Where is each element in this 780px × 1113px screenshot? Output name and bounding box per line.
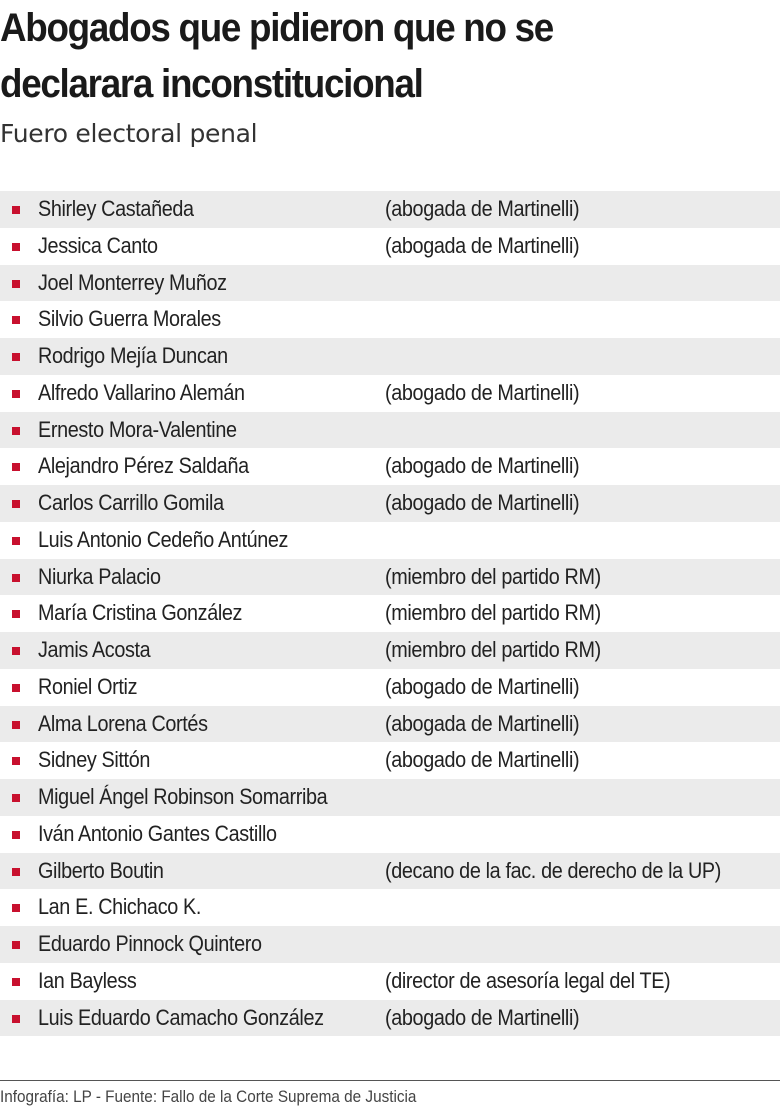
list-item (0, 816, 780, 853)
list-item (0, 779, 780, 816)
lawyer-name: Luis Antonio Cedeño Antúnez (38, 526, 289, 552)
footer-credit: Infografía: LP - Fuente: Fallo de la Corte Suprema de Justicia (0, 1087, 417, 1106)
square-bullet-icon (12, 684, 20, 692)
square-bullet-icon (12, 243, 20, 251)
lawyer-name: Jamis Acosta (38, 637, 151, 662)
list-item (0, 448, 780, 485)
lawyer-name: Silvio Guerra Morales (38, 306, 221, 332)
square-bullet-icon (12, 978, 20, 986)
lawyer-affiliation: (abogado de Martinelli) (385, 490, 580, 515)
lawyer-affiliation: (miembro del partido RM) (385, 600, 601, 626)
lawyer-name: Gilberto Boutin (38, 857, 164, 883)
list-item (0, 338, 780, 375)
lawyer-name: Jessica Canto (38, 232, 158, 258)
lawyer-affiliation: (abogado de Martinelli) (385, 1004, 580, 1030)
list-item (0, 963, 780, 1000)
list-item (0, 742, 780, 779)
lawyer-name: Joel Monterrey Muñoz (38, 269, 227, 295)
lawyer-name: Carlos Carrillo Gomila (38, 490, 224, 515)
square-bullet-icon (12, 316, 20, 324)
list-item (0, 669, 780, 706)
square-bullet-icon (12, 1015, 20, 1023)
lawyer-name: Ernesto Mora-Valentine (38, 416, 237, 442)
lawyer-name: Niurka Palacio (38, 563, 161, 589)
list-item (0, 485, 780, 522)
square-bullet-icon (12, 574, 20, 582)
lawyer-affiliation: (abogado de Martinelli) (385, 747, 580, 773)
lawyer-name: Lan E. Chichaco K. (38, 894, 202, 920)
list-item (0, 853, 780, 890)
list-item (0, 632, 780, 669)
lawyer-name: Alma Lorena Cortés (38, 710, 208, 736)
lawyer-affiliation: (miembro del partido RM) (385, 637, 601, 662)
square-bullet-icon (12, 427, 20, 435)
lawyer-name: Sidney Sittón (38, 747, 150, 773)
lawyer-name: Roniel Ortiz (38, 673, 138, 699)
list-item (0, 889, 780, 926)
square-bullet-icon (12, 868, 20, 876)
lawyer-name: Iván Antonio Gantes Castillo (38, 820, 277, 846)
page-subtitle: Fuero electoral penal (0, 119, 258, 148)
lawyer-list (0, 191, 780, 1036)
lawyer-affiliation: (abogada de Martinelli) (385, 196, 580, 221)
square-bullet-icon (12, 390, 20, 398)
lawyer-affiliation: (decano de la fac. de derecho de la UP) (385, 857, 721, 883)
square-bullet-icon (12, 206, 20, 214)
lawyer-name: Eduardo Pinnock Quintero (38, 931, 262, 956)
square-bullet-icon (12, 280, 20, 288)
list-item (0, 706, 780, 743)
square-bullet-icon (12, 537, 20, 545)
square-bullet-icon (12, 831, 20, 839)
list-item (0, 412, 780, 449)
lawyer-name: Rodrigo Mejía Duncan (38, 343, 228, 368)
list-item (0, 926, 780, 963)
lawyer-affiliation: (abogado de Martinelli) (385, 453, 580, 479)
list-item (0, 228, 780, 265)
list-item (0, 559, 780, 596)
lawyer-affiliation: (abogada de Martinelli) (385, 710, 580, 736)
square-bullet-icon (12, 904, 20, 912)
list-item (0, 595, 780, 632)
lawyer-name: María Cristina González (38, 600, 243, 626)
square-bullet-icon (12, 721, 20, 729)
lawyer-affiliation: (miembro del partido RM) (385, 563, 601, 589)
footer-divider (0, 1080, 780, 1081)
title-line-2: declarara inconstitucional (0, 62, 423, 106)
lawyer-affiliation: (abogada de Martinelli) (385, 232, 580, 258)
square-bullet-icon (12, 794, 20, 802)
lawyer-name: Luis Eduardo Camacho González (38, 1004, 324, 1030)
square-bullet-icon (12, 647, 20, 655)
title-line-1: Abogados que pidieron que no se (0, 6, 553, 50)
list-item (0, 1000, 780, 1037)
list-item (0, 375, 780, 412)
lawyer-name: Ian Bayless (38, 967, 137, 993)
list-item (0, 191, 780, 228)
lawyer-name: Alejandro Pérez Saldaña (38, 453, 249, 479)
lawyer-name: Shirley Castañeda (38, 196, 194, 221)
list-item (0, 265, 780, 302)
page-title (0, 0, 718, 112)
square-bullet-icon (12, 757, 20, 765)
lawyer-affiliation: (abogado de Martinelli) (385, 673, 580, 699)
square-bullet-icon (12, 500, 20, 508)
square-bullet-icon (12, 463, 20, 471)
square-bullet-icon (12, 353, 20, 361)
lawyer-name: Alfredo Vallarino Alemán (38, 379, 245, 405)
lawyer-affiliation: (director de asesoría legal del TE) (385, 967, 671, 993)
lawyer-name: Miguel Ángel Robinson Somarriba (38, 784, 328, 809)
list-item (0, 522, 780, 559)
list-item (0, 301, 780, 338)
square-bullet-icon (12, 941, 20, 949)
square-bullet-icon (12, 610, 20, 618)
lawyer-affiliation: (abogado de Martinelli) (385, 379, 580, 405)
